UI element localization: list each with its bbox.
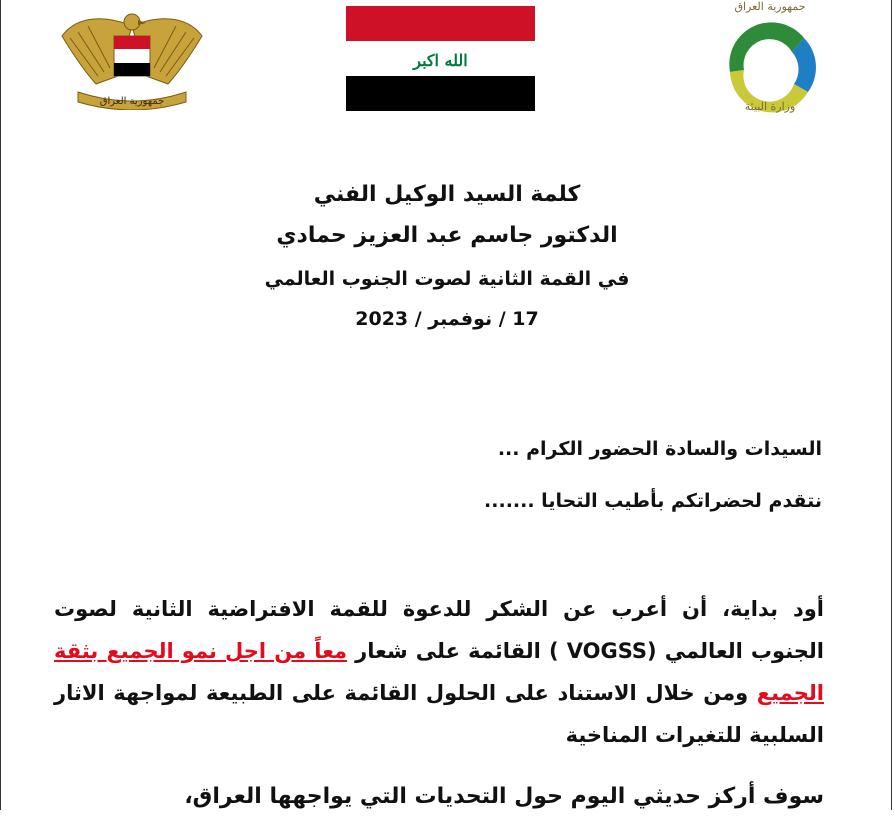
ministry-republic-caption: جمهورية العراق	[734, 0, 806, 13]
event-name: في القمة الثانية لصوت الجنوب العالمي	[264, 268, 630, 290]
ministry-name-caption: وزارة البيئة	[744, 100, 796, 113]
speaker-name: الدكتور جاسم عبد العزيز حمادي	[276, 223, 618, 248]
body-paragraph-2: سوف أركز حديثي اليوم حول التحديات التي يواجهها العراق،	[184, 784, 824, 809]
speech-title: كلمة السيد الوكيل الفني	[313, 182, 581, 207]
ministry-environment-logo	[700, 0, 840, 130]
paragraph-1-part-2: ومن خلال الاستناد على الحلول القائمة على الطبيعة لمواجهة الاثار السلبية للتغيرات المناخية	[54, 681, 824, 747]
iraq-flag	[346, 6, 535, 111]
flag-takbir-text: الله اكبر	[413, 51, 468, 70]
flag-red-band	[346, 6, 535, 41]
greeting-line-1: السيدات والسادة الحضور الكرام ...	[497, 438, 822, 460]
body-paragraph-1	[54, 588, 824, 756]
paragraph-1-part-1: أود بداية، أن أعرب عن الشكر للدعوة للقمة الافتراضية الثانية لصوت الجنوب العالمي (VOGSS ) القائمة على شعار	[54, 597, 824, 663]
svg-text:جمهورية العراق: جمهورية العراق	[99, 96, 165, 107]
slogan-highlight: معاً من اجل نمو الجميع بثقة الجميع	[54, 639, 824, 705]
flag-black-band	[346, 76, 535, 111]
iraq-eagle-emblem	[58, 6, 206, 110]
event-date: 17 / نوفمبر / 2023	[355, 308, 539, 330]
greeting-line-2: نتقدم لحضراتكم بأطيب التحايا .......	[484, 490, 822, 512]
